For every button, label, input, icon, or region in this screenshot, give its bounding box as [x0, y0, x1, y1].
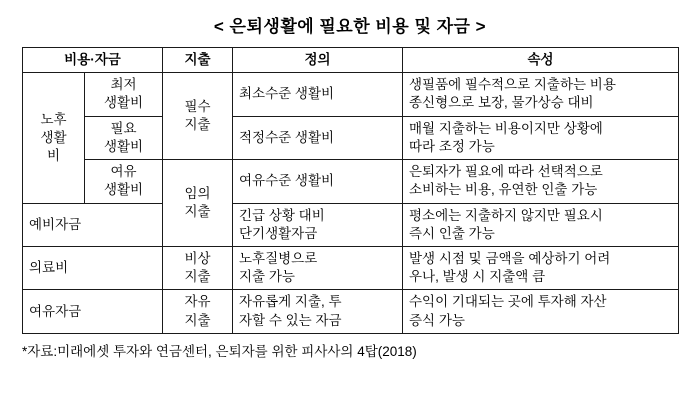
column-header-attribute: 속성: [403, 48, 679, 73]
page-title: < 은퇴생활에 필요한 비용 및 자금 >: [213, 17, 487, 36]
row-definition-reserve: 긴급 상황 대비 단기생활자금: [233, 203, 403, 246]
table-header: [23, 48, 679, 73]
row-attribute-minimum: 생필품에 필수적으로 지출하는 비용 종신형으로 보장, 물가상승 대비: [403, 73, 679, 116]
row-attribute-surplus: 은퇴자가 필요에 따라 선택적으로 소비하는 비용, 유연한 인출 가능: [403, 160, 679, 203]
table-container: [0, 47, 700, 334]
row-spend-emergency: 비상 지출: [163, 246, 233, 289]
row-item-needed-living-cost: 필요 생활비: [85, 116, 163, 159]
row-definition-medical: 노후질병으로 지출 가능: [233, 246, 403, 289]
retirement-cost-table: [22, 47, 679, 334]
column-header-definition: 정의: [233, 48, 403, 73]
row-definition-minimum: 최소수준 생활비: [233, 73, 403, 116]
row-item-minimum-living-cost: 최저 생활비: [85, 73, 163, 116]
table-body: [23, 73, 679, 334]
row-group-living-cost-lines: 노후 생활 비: [40, 111, 67, 163]
table-row: [23, 116, 679, 159]
table-row: [23, 160, 679, 203]
row-spend-essential: 필수 지출: [163, 73, 233, 160]
row-definition-adequate: 적정수준 생활비: [233, 116, 403, 159]
row-spend-discretionary: 임의 지출: [163, 160, 233, 247]
source-note: *자료:미래에셋 투자와 연금센터, 은퇴자를 위한 피사사의 4탑(2018): [22, 343, 417, 359]
row-attribute-reserve: 평소에는 지출하지 않지만 필요시 즉시 인출 가능: [403, 203, 679, 246]
row-group-surplus-fund: 여유자금: [23, 290, 163, 333]
row-definition-surplus-fund: 자유롭게 지출, 투 자할 수 있는 자금: [233, 290, 403, 333]
document-page: [0, 12, 700, 418]
table-row: [23, 203, 679, 246]
column-header-cost-fund: 비용·자금: [23, 48, 163, 73]
row-group-medical-cost: 의료비: [23, 246, 163, 289]
row-definition-surplus: 여유수준 생활비: [233, 160, 403, 203]
row-item-surplus-living-cost: 여유 생활비: [85, 160, 163, 203]
row-attribute-surplus-fund: 수익이 기대되는 곳에 투자해 자산 증식 가능: [403, 290, 679, 333]
table-row: [23, 246, 679, 289]
row-attribute-adequate: 매월 지출하는 비용이지만 상황에 따라 조정 가능: [403, 116, 679, 159]
row-group-reserve-fund: 예비자금: [23, 203, 163, 246]
column-header-spending: 지출: [163, 48, 233, 73]
table-row: [23, 290, 679, 333]
row-attribute-medical: 발생 시점 및 금액을 예상하기 어려 우나, 발생 시 지출액 큼: [403, 246, 679, 289]
table-header-row: [23, 48, 679, 73]
row-group-living-cost: [23, 73, 85, 203]
row-spend-free: 자유 지출: [163, 290, 233, 333]
table-row: [23, 73, 679, 116]
